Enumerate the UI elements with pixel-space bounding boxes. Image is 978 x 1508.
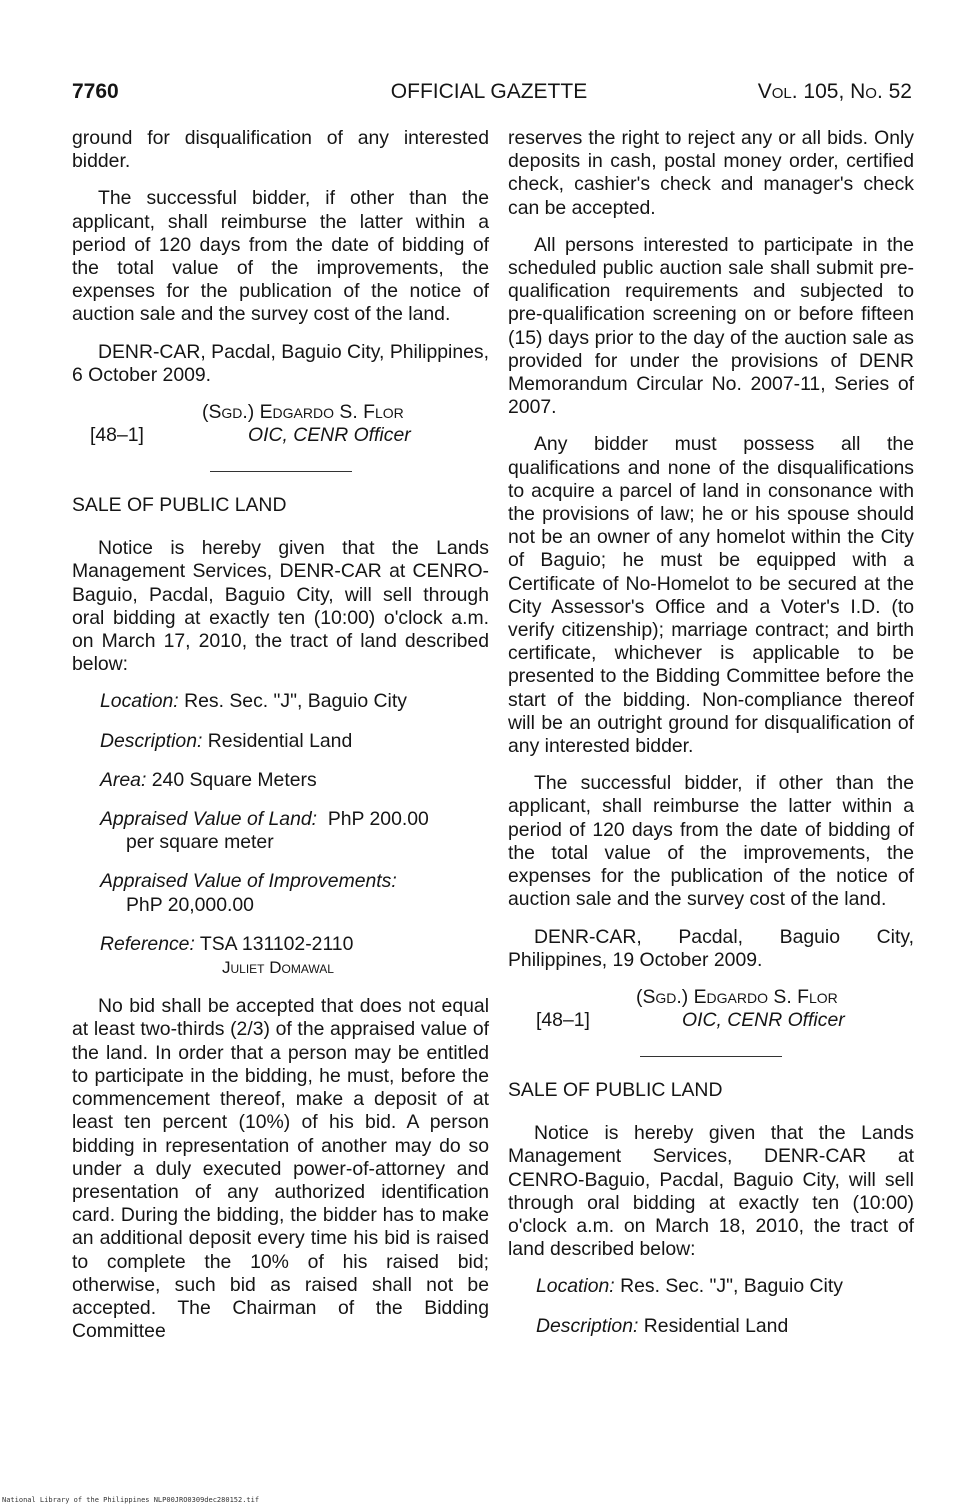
location-label: Location: — [100, 690, 179, 713]
reference-code: [48–1] — [90, 424, 144, 447]
signature-block — [72, 401, 489, 451]
location-item — [536, 1275, 914, 1298]
signatory-office: OIC, CENR Officer — [682, 1008, 845, 1031]
description-label: Description: — [100, 729, 203, 752]
appraised-improvements-value: PhP 20,000.00 — [126, 893, 254, 916]
reference-code: [48–1] — [536, 1008, 590, 1031]
description-value: Residential Land — [643, 1314, 789, 1337]
paragraph: reserves the right to reject any or all bids. Only deposits in cash, postal money order, certified check, cashier's check and manager's check can be accepted. — [508, 127, 914, 219]
location-value: Res. Sec. "J", Baguio City — [184, 690, 407, 713]
appraised-land-unit: per square meter — [126, 831, 274, 854]
paragraph: Any bidder must possess all the qualifications and none of the disqualifications to acquire a parcel of land in consonance with the provisions of law; he or his spouse should not be an owner of any homelot within the City of Baguio; he must be equipped with a Certificate of No-Homelot to be secured at the City Assessor's Office and a Voter's I.D. (to verify citizenship); marriage contract; and birth certificate, whichever is applicable to be presented to the Bidding Committee before the start of the bidding. Non-compliance thereof will be an outright ground for disqualification of any interested bidder. — [508, 433, 914, 758]
signatory-office: OIC, CENR Officer — [248, 424, 411, 447]
paragraph: No bid shall be accepted that does not equal at least two-thirds (2/3) of the appraised value of the land. In order that a person may be entitled to participate in the bidding, he must, before the commencement thereof, make a deposit of at least ten percent (10%) of his bid. A person bidding in representation of another may do so under a duly executed power-of-attorney and presentation of any authorized identification card. During the bidding, the bidder has to make an additional deposit every time his bid is raised to complete the 10% of his raised bid; otherwise, such bid as raised shall not be accepted. The Chairman of the Bidding Committee — [72, 995, 489, 1343]
volume-number: Vol. 105, No. 52 — [757, 80, 912, 103]
reference-name: Juliet Domawal — [222, 958, 334, 978]
section-divider — [640, 1056, 782, 1057]
area-value: 240 Square Meters — [151, 768, 317, 791]
location-label: Location: — [536, 1275, 615, 1298]
paragraph: All persons interested to participate in the scheduled public auction sale shall submit pre-qualification requirements and subjected to pre-qualification screening on or before fifteen (15) days prior to the day of the auction sale as provided for under the provisions of DENR Memorandum Circular No. 2007-11, Series of 2007. — [508, 233, 914, 419]
area-label: Area: — [100, 768, 147, 791]
paragraph: The successful bidder, if other than the applicant, shall reimburse the latter within a period of 120 days from the date of bidding of the total value of the improvements, the expenses for the publication of the notice of auction sale and the survey cost of the land. — [72, 187, 489, 326]
place-date: DENR-CAR, Pacdal, Baguio City, Philippines, 6 October 2009. — [72, 340, 489, 386]
paragraph: ground for disqualification of any interested bidder. — [72, 127, 489, 173]
left-column — [72, 127, 489, 1357]
notice-paragraph: Notice is hereby given that the Lands Management Services, DENR-CAR at CENRO-Baguio, Pacdal, Baguio City, will sell through oral bidding at exactly ten (10:00) o'clock a.m. on March 17, 2010, the tract of land described below: — [72, 537, 489, 676]
notice-paragraph: Notice is hereby given that the Lands Management Services, DENR-CAR at CENRO-Baguio, Pacdal, Baguio City, will sell through oral bidding at exactly ten (10:00) o'clock a.m. on March 18, 2010, the tract of land described below: — [508, 1122, 914, 1261]
appraised-land-value: PhP 200.00 — [327, 808, 429, 831]
section-title: SALE OF PUBLIC LAND — [72, 494, 287, 517]
appraised-land-item — [100, 808, 489, 854]
section-title: SALE OF PUBLIC LAND — [508, 1078, 723, 1101]
page-number: 7760 — [72, 80, 119, 103]
signature-block — [508, 986, 914, 1036]
location-value: Res. Sec. "J", Baguio City — [620, 1275, 843, 1298]
location-item — [100, 690, 489, 713]
area-item — [100, 769, 489, 792]
section-divider — [210, 471, 352, 472]
scan-footer: National Library of the Philippines NLP00JRO0309dec280152.tif — [2, 1496, 260, 1504]
description-label: Description: — [536, 1314, 639, 1337]
reference-label: Reference: — [100, 932, 195, 955]
description-value: Residential Land — [207, 729, 353, 752]
appraised-improvements-label: Appraised Value of Improvements: — [100, 870, 397, 893]
reference-value: TSA 131102-2110 — [199, 932, 354, 955]
paragraph: The successful bidder, if other than the applicant, shall reimburse the latter within a period of 120 days from the date of bidding of the total value of the improvements, the expenses for the publication of the notice of auction sale and the survey cost of the land. — [508, 772, 914, 911]
reference-item — [100, 933, 489, 979]
publication-title: OFFICIAL GAZETTE — [390, 80, 588, 103]
description-item — [100, 730, 489, 753]
description-item — [536, 1315, 914, 1338]
signatory-name: (Sgd.) Edgardo S. Flor — [202, 401, 404, 424]
signatory-name: (Sgd.) Edgardo S. Flor — [636, 985, 838, 1008]
right-column — [508, 127, 914, 1354]
appraised-improvements-item — [100, 870, 489, 916]
place-date: DENR-CAR, Pacdal, Baguio City, Philippines, 19 October 2009. — [508, 925, 914, 971]
appraised-land-label: Appraised Value of Land: — [100, 808, 318, 831]
